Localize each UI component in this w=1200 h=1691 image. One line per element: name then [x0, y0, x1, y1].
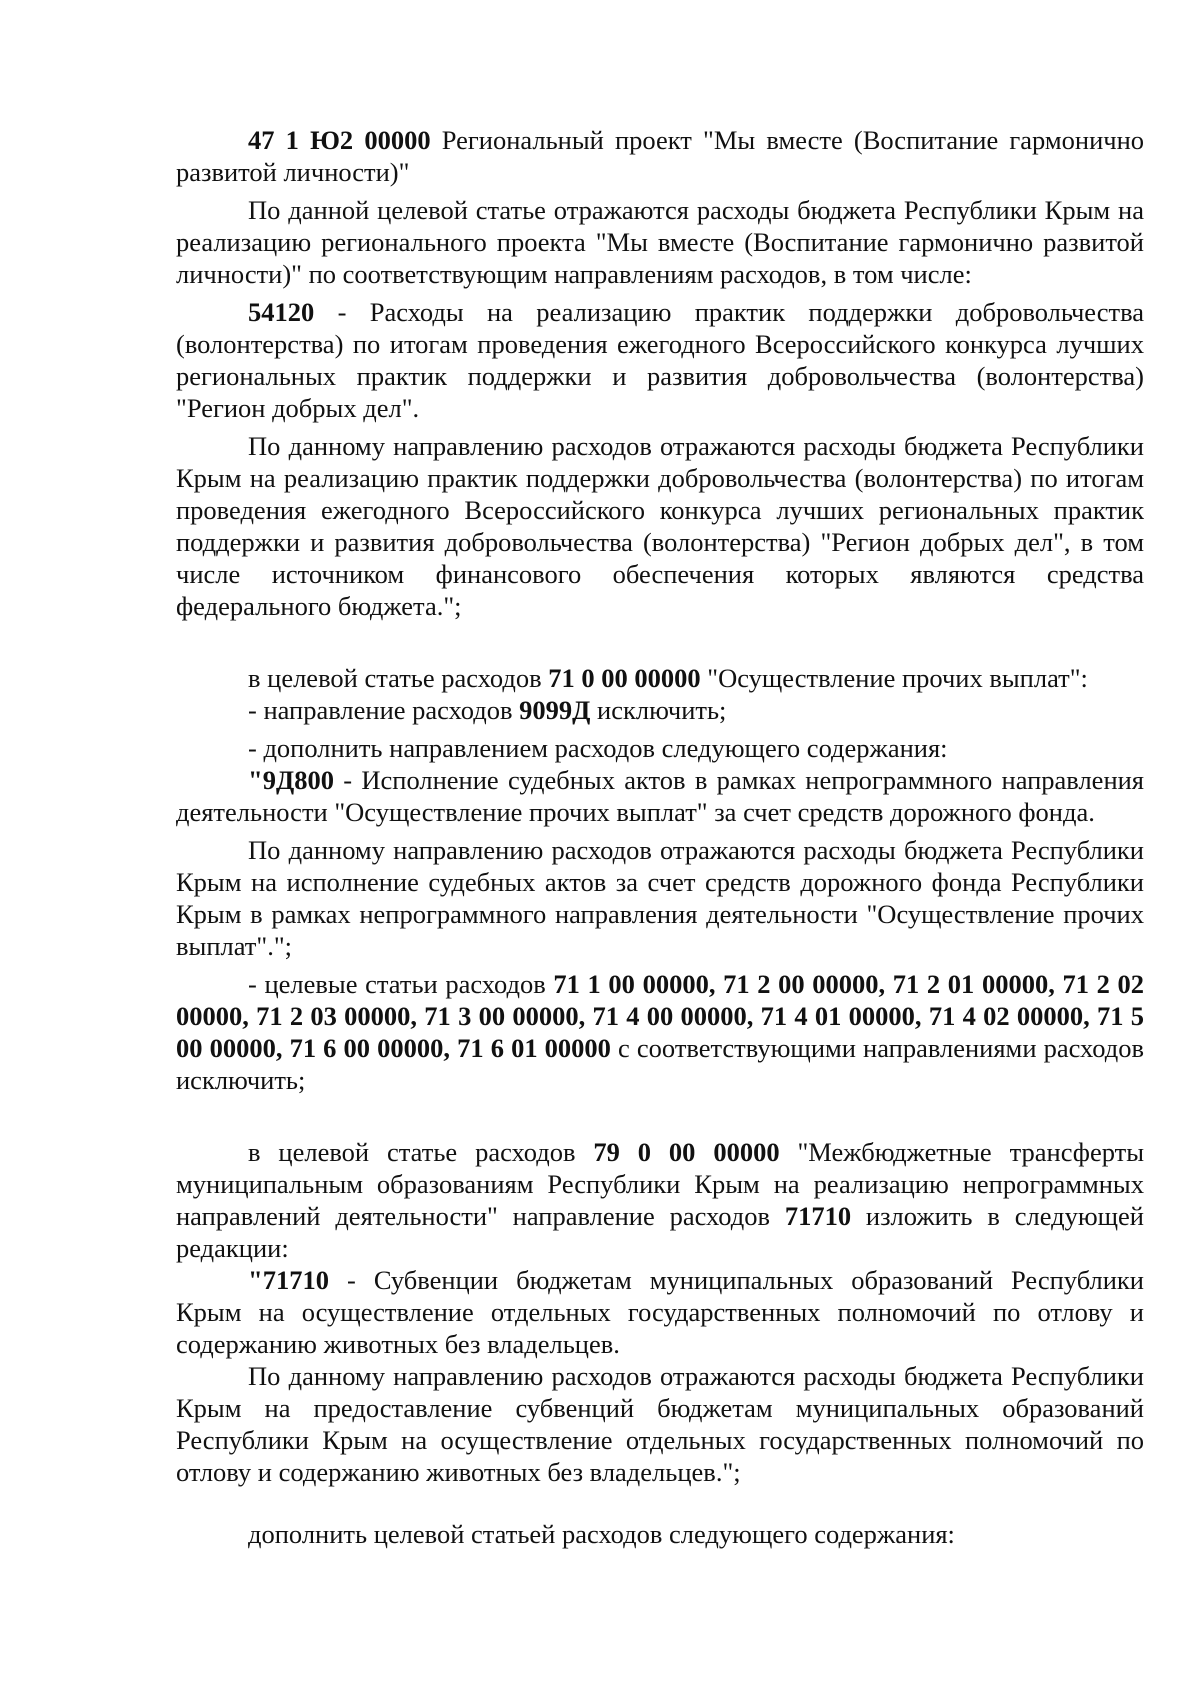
paragraph-text: - Расходы на реализацию практик поддержки добровольчества (волонтерства) по итогам проведения ежегодного Всероссийского конкурса лучших региональных практик поддержки и развития добровольчества (волонтерства) "Регион добрых дел". — [176, 297, 1144, 423]
paragraph-text: "Межбюджетные трансферты муниципальным образованиям Республики Крым на реализацию непрограммных направлений деятельности" направление расходов — [176, 1137, 1145, 1231]
paragraph-text: в целевой статье расходов — [248, 1137, 594, 1167]
paragraph-text: - направление расходов — [248, 695, 520, 725]
target-article-code: 71 0 00 00000 — [548, 663, 701, 693]
paragraph-direction-54120-description — [176, 430, 1144, 622]
paragraph-text: Региональный проект "Мы вместе (Воспитание гармонично развитой личности)" — [176, 125, 1145, 187]
paragraph-direction-9d800-description — [176, 834, 1144, 962]
target-article-codes: 71 1 00 00000, 71 2 00 00000, 71 2 01 00000, 71 2 02 00000, 71 2 03 00000, 71 3 00 00000, 71 4 00 00000, 71 4 01 00000, 71 4 02 00000, 71 5 00 00000, 71 6 00 00000, 71 6 01 00000 — [176, 969, 1144, 1063]
paragraph-article-71 — [176, 662, 1144, 694]
paragraph-text: - Субвенции бюджетам муниципальных образований Республики Крым на осуществление отдельных государственных полномочий по отлову и содержанию животных без владельцев. — [176, 1265, 1144, 1359]
paragraph-direction-71710-description — [176, 1360, 1144, 1488]
paragraph-exclude-articles — [176, 968, 1144, 1096]
paragraph-text: По данному направлению расходов отражаются расходы бюджета Республики Крым на предоставление субвенций бюджетам муниципальных образований Республики Крым на осуществление отдельных государственных полномочий по отлову и содержанию животных без владельцев."; — [176, 1361, 1144, 1487]
direction-code: "9Д800 — [248, 765, 334, 795]
target-article-code: 47 1 Ю2 00000 — [248, 125, 431, 155]
paragraph-project-description — [176, 194, 1144, 290]
direction-code: 9099Д — [519, 695, 591, 725]
paragraph-direction-54120 — [176, 296, 1144, 424]
paragraph-text: По данному направлению расходов отражаются расходы бюджета Республики Крым на реализацию практик поддержки добровольчества (волонтерства) по итогам проведения ежегодного Всероссийского конкурса лучших региональных практик поддержки и развития добровольчества (волонтерства) "Регион добрых дел", в том числе источником финансового обеспечения которых являются средства федерального бюджета."; — [176, 431, 1144, 621]
paragraph-text: с соответствующими направлениями расходов исключить; — [176, 1033, 1145, 1095]
paragraph-project-heading — [176, 124, 1144, 188]
paragraph-exclude-direction — [176, 694, 1144, 726]
paragraph-text: "Осуществление прочих выплат": — [700, 663, 1088, 693]
paragraph-article-79 — [176, 1136, 1144, 1264]
paragraph-text: - дополнить направлением расходов следующего содержания: — [248, 733, 948, 763]
paragraph-text: По данному направлению расходов отражаются расходы бюджета Республики Крым на исполнение судебных актов за счет средств дорожного фонда Республики Крым в рамках непрограммного направления деятельности "Осуществление прочих выплат"."; — [176, 835, 1144, 961]
paragraph-text: По данной целевой статье отражаются расходы бюджета Республики Крым на реализацию регионального проекта "Мы вместе (Воспитание гармонично развитой личности)" по соответствующим направлениям расходов, в том числе: — [176, 195, 1144, 289]
paragraph-add-direction — [176, 732, 1144, 764]
direction-code: 71710 — [784, 1201, 852, 1231]
target-article-code: 79 0 00 00000 — [593, 1137, 780, 1167]
paragraph-text: - целевые статьи расходов — [248, 969, 554, 999]
paragraph-text: исключить; — [590, 695, 727, 725]
paragraph-text: изложить в следующей редакции: — [176, 1201, 1144, 1263]
paragraph-text: - Исполнение судебных актов в рамках непрограммного направления деятельности "Осуществление прочих выплат" за счет средств дорожного фонда. — [176, 765, 1144, 827]
paragraph-direction-71710 — [176, 1264, 1144, 1360]
document-page — [176, 124, 1144, 1550]
paragraph-add-article — [176, 1518, 1144, 1550]
direction-code: 54120 — [248, 297, 315, 327]
direction-code: "71710 — [248, 1265, 329, 1295]
paragraph-text: дополнить целевой статьей расходов следующего содержания: — [248, 1519, 955, 1549]
paragraph-text: в целевой статье расходов — [248, 663, 549, 693]
paragraph-direction-9d800 — [176, 764, 1144, 828]
